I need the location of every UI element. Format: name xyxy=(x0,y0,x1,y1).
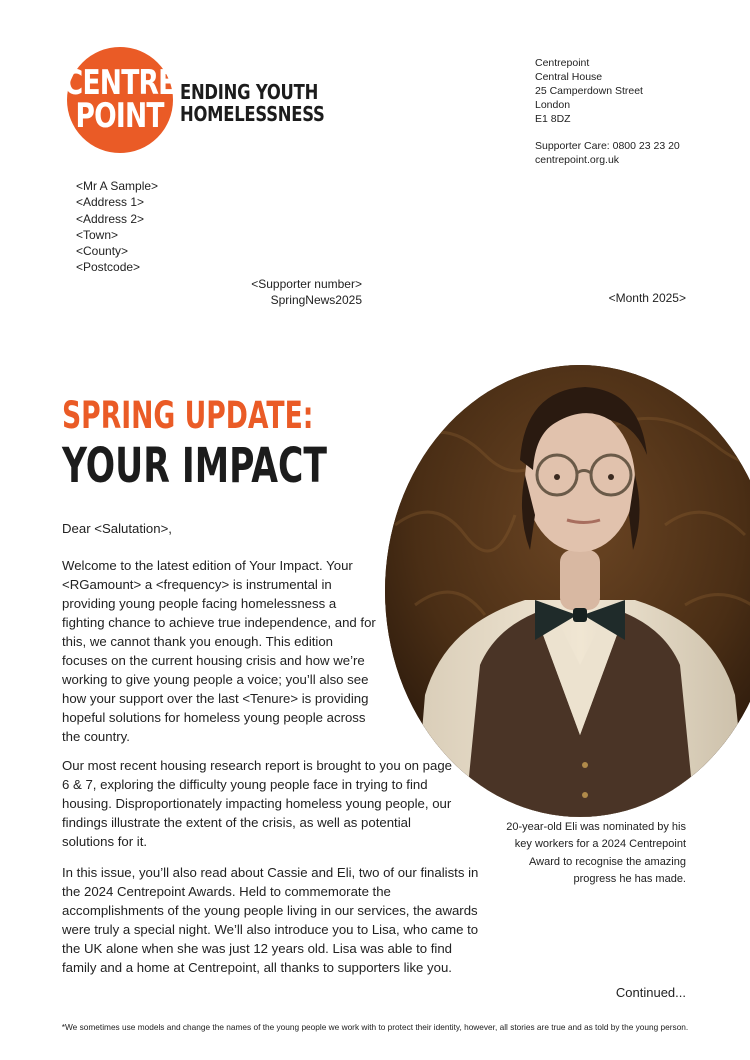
supporter-care-phone: Supporter Care: 0800 23 23 20 xyxy=(535,140,680,152)
recipient-line: <Mr A Sample> xyxy=(76,179,159,193)
recipient-line: <Address 1> xyxy=(76,195,145,210)
photo-caption: 20-year-old Eli was nominated by his key workers for a 2024 Centrepoint Award to recognise the amazing progress he has made. xyxy=(506,821,686,885)
recipient-address xyxy=(76,178,158,276)
letter-paragraph-1: Welcome to the latest edition of Your Impact. Your <RGamount> a <frequency> is instrumental in providing young people facing homelessness a fighting chance to achieve true independence, and for this, we cannot thank you enough. This edition focuses on the current housing crisis and how we’re working to give young people a voice; you’ll also see how your support over the last <Tenure> is providing hopeful solutions for homeless young people across the country. xyxy=(62,558,376,744)
supporter-number: <Supporter number> xyxy=(251,277,362,291)
letter-paragraph-3: In this issue, you’ll also read about Cassie and Eli, two of our finalists in the 2024 Centrepoint Awards. Held to commemorate the accomplishments of the young people living in our services, the awards were truly a special night. We’ll also introduce you to Lisa, who came to the UK alone when she was just 12 years old. Lisa was able to find family and a home at Centrepoint, all thanks to supporters like you. xyxy=(62,865,479,975)
recipient-line: <Address 2> xyxy=(76,211,145,226)
letter-date: <Month 2025> xyxy=(608,291,686,305)
letter-greeting: Dear <Salutation>, xyxy=(62,521,172,536)
continued-label: Continued... xyxy=(615,985,686,1000)
headline-your-impact: YOUR IMPACT xyxy=(62,438,327,494)
logo-line-1: CENTRE xyxy=(64,62,176,103)
website-link: centrepoint.org.uk xyxy=(535,154,620,166)
org-address xyxy=(535,56,643,126)
centrepoint-logo xyxy=(64,47,176,153)
campaign-code: SpringNews2025 xyxy=(270,293,362,307)
logo-tagline xyxy=(180,82,325,125)
logo-tagline-line-2: HOMELESSNESS xyxy=(180,101,325,126)
footnote-disclaimer: *We sometimes use models and change the names of the young people we work with to protect their identity, however, all stories are true and as told by the young person. xyxy=(61,1022,689,1032)
supporter-reference xyxy=(220,276,362,308)
headline-spring-update: SPRING UPDATE: xyxy=(62,394,314,437)
recipient-line: <Postcode> xyxy=(76,260,141,275)
org-contact xyxy=(535,139,680,167)
recipient-line: <Town> xyxy=(76,227,119,242)
portrait-photo xyxy=(385,365,750,817)
logo-line-2: POINT xyxy=(75,96,165,136)
recipient-line: <County> xyxy=(76,244,129,259)
org-address-line: London xyxy=(535,99,571,111)
org-address-line: Central House xyxy=(535,71,603,83)
letter-paragraph-2: Our most recent housing research report is brought to you on page 6 & 7, exploring the difficulty young people face in trying to find housing. Disproportionately impacting homeless young people, our findings illustrate the extent of the crisis, as well as potential solutions for it. xyxy=(62,758,452,849)
org-address-line: Centrepoint xyxy=(535,57,590,69)
logo-tagline-line-1: ENDING YOUTH xyxy=(180,80,319,104)
org-address-line: E1 8DZ xyxy=(535,113,571,125)
portrait-illustration xyxy=(385,365,750,817)
org-address-line: 25 Camperdown Street xyxy=(535,85,643,97)
